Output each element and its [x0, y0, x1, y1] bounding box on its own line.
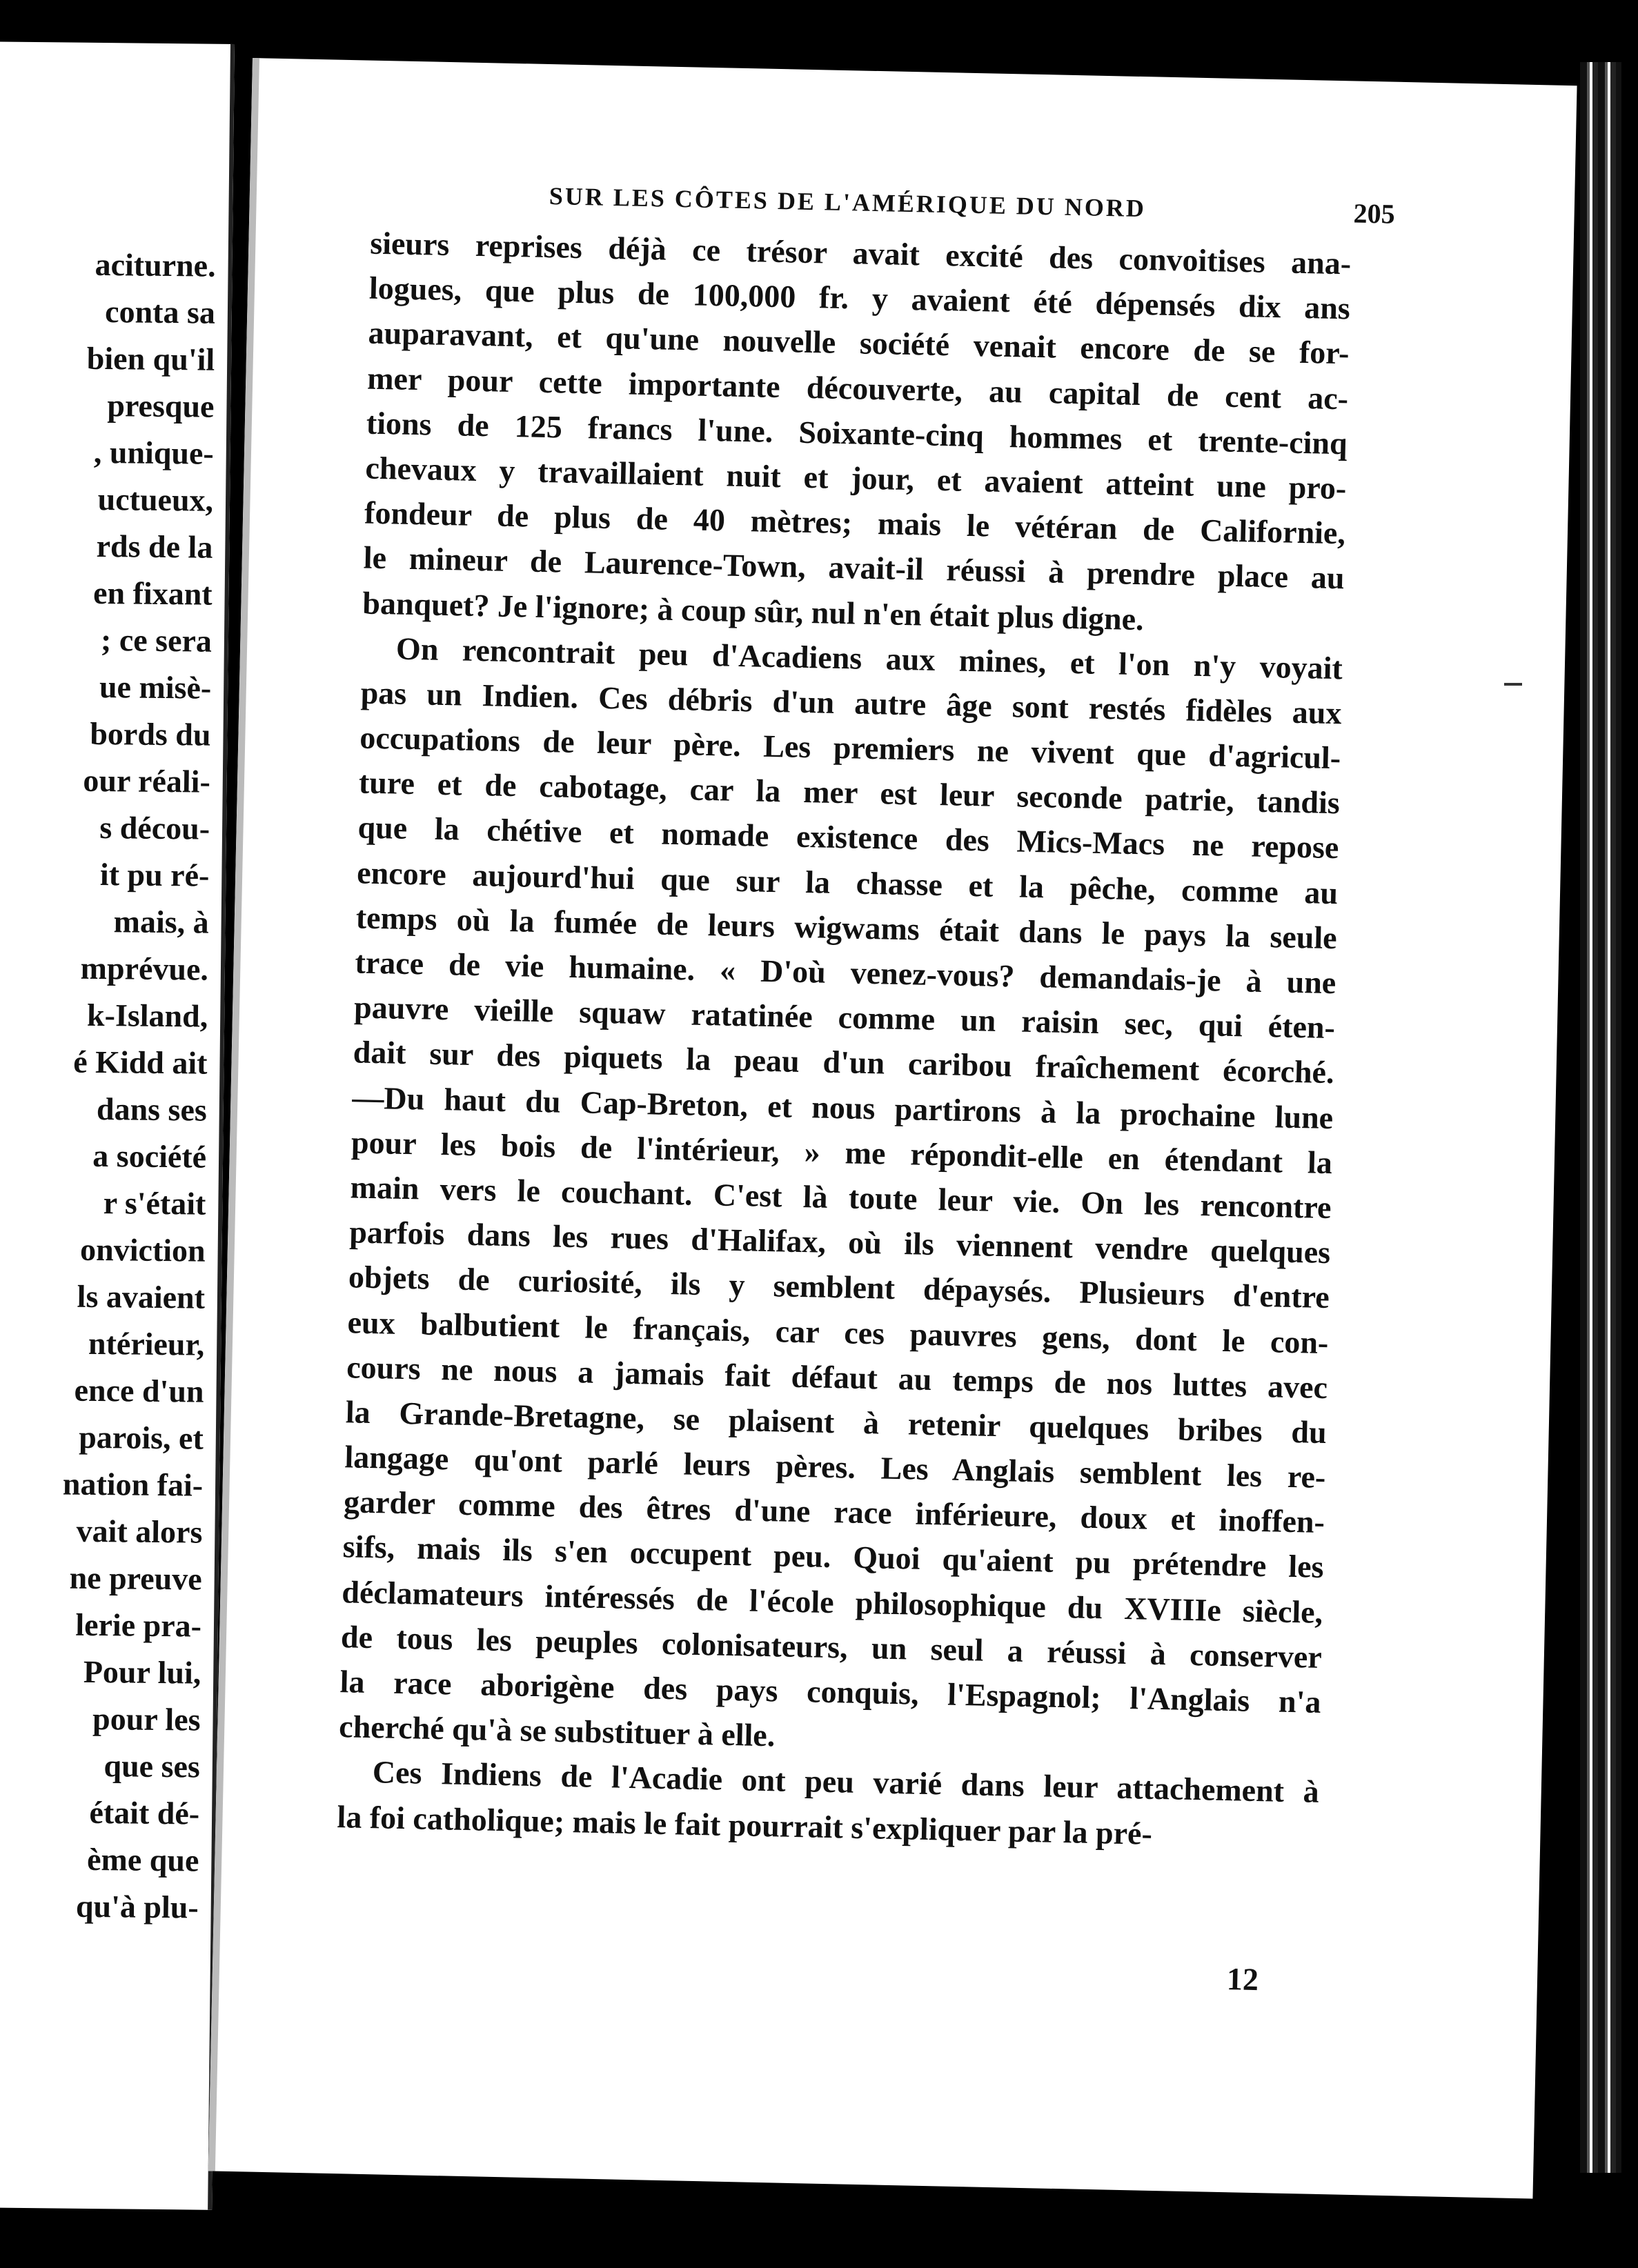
- text-line: temps où la fumée de leurs wigwams était dans le pays la seule: [355, 899, 1338, 956]
- text-line: dait sur des piquets la peau d'un caribou fraîchement écorché.: [353, 1034, 1335, 1091]
- text-line: que la chétive et nomade existence des Mics-Macs ne repose: [357, 809, 1339, 866]
- text-line: occupations de leur père. Les premiers ne vivent que d'agricul-: [359, 719, 1341, 776]
- left-line: aciturne.: [95, 246, 216, 284]
- text-line: pas un Indien. Ces débris d'un autre âge sont restés fidèles aux: [360, 675, 1342, 731]
- left-line: nation fai-: [62, 1466, 204, 1503]
- left-line: k-Island,: [86, 997, 208, 1034]
- text-line: déclamateurs intéressés de l'école philosophique du XVIIIe siècle,: [341, 1573, 1323, 1630]
- left-line: a société: [92, 1137, 207, 1175]
- signature-mark: 12: [1226, 1961, 1259, 1998]
- left-line: parois, et: [78, 1419, 204, 1456]
- left-line: bords du: [90, 715, 211, 753]
- left-page-text: [58, 241, 216, 1931]
- left-line: presque: [107, 388, 215, 424]
- text-line: la race aborigène des pays conquis, l'Espagnol; l'Anglais n'a: [339, 1664, 1321, 1720]
- left-line: onviction: [79, 1231, 206, 1269]
- text-line: tions de 125 francs l'une. Soixante-cinq hommes et trente-cinq: [366, 405, 1348, 461]
- left-page-fragment: [0, 41, 235, 2209]
- text-line: langage qu'ont parlé leurs pères. Les Anglais semblent les re-: [344, 1439, 1326, 1495]
- left-line: ; ce sera: [100, 622, 213, 659]
- left-line: lerie pra-: [75, 1606, 202, 1644]
- text-line: la Grande-Bretagne, se plaisent à retenir quelques bribes du: [345, 1394, 1328, 1450]
- left-line: ne preuve: [69, 1560, 202, 1597]
- left-line: uctueux,: [97, 481, 214, 518]
- text-line: encore aujourd'hui que sur la chasse et la pêche, comme au: [356, 855, 1339, 911]
- left-line: , unique-: [93, 434, 215, 471]
- left-line: vait alors: [76, 1513, 203, 1550]
- text-line: auparavant, et qu'une nouvelle société venait encore de se for-: [368, 315, 1350, 371]
- left-line: bien qu'il: [86, 340, 215, 377]
- text-line: logues, que plus de 100,000 fr. y avaient été dépensés dix ans: [368, 270, 1351, 326]
- text-line: pauvre vieille squaw ratatinée comme un raisin sec, qui éten-: [353, 989, 1336, 1046]
- text-line: On rencontrait peu d'Acadiens aux mines, et l'on n'y voyait: [395, 630, 1343, 686]
- left-line: que ses: [103, 1748, 201, 1784]
- text-line: objets de curiosité, ils y semblent dépaysés. Plusieurs d'entre: [348, 1259, 1330, 1315]
- text-line: eux balbutient le français, car ces pauvres gens, dont le con-: [347, 1304, 1329, 1360]
- text-line: sieurs reprises déjà ce trésor avait excité des convoitises ana-: [369, 225, 1352, 281]
- left-line: pour les: [92, 1700, 201, 1738]
- left-line: s décou-: [99, 810, 210, 846]
- left-line: r s'était: [103, 1185, 206, 1222]
- left-line: ence d'un: [74, 1372, 204, 1409]
- left-line: ntérieur,: [88, 1325, 205, 1362]
- right-page: [208, 58, 1577, 2199]
- left-line: était dé-: [89, 1794, 200, 1831]
- text-line: parfois dans les rues d'Halifax, où ils viennent vendre quelques: [348, 1214, 1331, 1271]
- text-line: fondeur de plus de 40 mètres; mais le vétéran de Californie,: [364, 495, 1346, 551]
- text-line: —Du haut du Cap-Breton, et nous partirons à la prochaine lune: [351, 1079, 1334, 1135]
- left-line: mprévue.: [80, 950, 209, 987]
- left-line: qu'à plu-: [75, 1888, 199, 1925]
- text-line: mer pour cette importante découverte, au capital de cent ac-: [366, 360, 1349, 416]
- text-line: pour les bois de l'intérieur, » me répondit-elle en étendant la: [351, 1124, 1333, 1180]
- left-line: mais, à: [113, 904, 209, 940]
- left-line: our réali-: [83, 762, 211, 799]
- book-page-edges: [1580, 62, 1621, 2173]
- left-line: é Kidd ait: [73, 1044, 208, 1081]
- left-line: dans ses: [96, 1091, 208, 1128]
- text-line: garder comme des êtres d'une race inférieure, doux et inoffen-: [343, 1484, 1325, 1540]
- page-number: 205: [1353, 197, 1396, 230]
- text-line: main vers le couchant. C'est là toute leur vie. On les rencontre: [350, 1169, 1332, 1226]
- text-line: le mineur de Laurence-Town, avait-il réussi à prendre place au: [363, 539, 1345, 596]
- text-line: cours ne nous a jamais fait défaut au temps de nos luttes avec: [346, 1349, 1328, 1405]
- left-line: it pu ré-: [99, 857, 210, 893]
- left-line: ue misè-: [99, 668, 212, 706]
- text-line: sifs, mais ils s'en occupent peu. Quoi qu'aient pu prétendre les: [342, 1529, 1325, 1585]
- text-line: de tous les peuples colonisateurs, un seul a réussi à conserver: [340, 1619, 1323, 1675]
- left-line: en fixant: [92, 575, 213, 612]
- left-line: Pour lui,: [83, 1653, 201, 1691]
- margin-mark: [1504, 683, 1522, 686]
- text-line: ture et de cabotage, car la mer est leur seconde patrie, tandis: [358, 764, 1341, 821]
- text-line: cherché qu'à se substituer à elle.: [338, 1709, 776, 1753]
- left-line: conta sa: [104, 294, 216, 330]
- running-head: SUR LES CÔTES DE L'AMÉRIQUE DU NORD: [549, 182, 1147, 223]
- body-text: [337, 221, 1352, 1860]
- left-line: rds de la: [96, 528, 213, 565]
- left-line: ème que: [86, 1841, 199, 1878]
- text-line: la foi catholique; mais le fait pourrait s'expliquer par la pré-: [337, 1798, 1153, 1851]
- text-line: trace de vie humaine. « D'où venez-vous? demandais-je à une: [355, 944, 1336, 1001]
- text-line: banquet? Je l'ignore; à coup sûr, nul n'en était plus digne.: [362, 585, 1145, 637]
- text-line: chevaux y travaillaient nuit et jour, et avaient atteint une pro-: [365, 450, 1347, 506]
- text-line: Ces Indiens de l'Acadie ont peu varié dans leur attachement à: [372, 1754, 1320, 1810]
- left-line: ls avaient: [77, 1278, 206, 1315]
